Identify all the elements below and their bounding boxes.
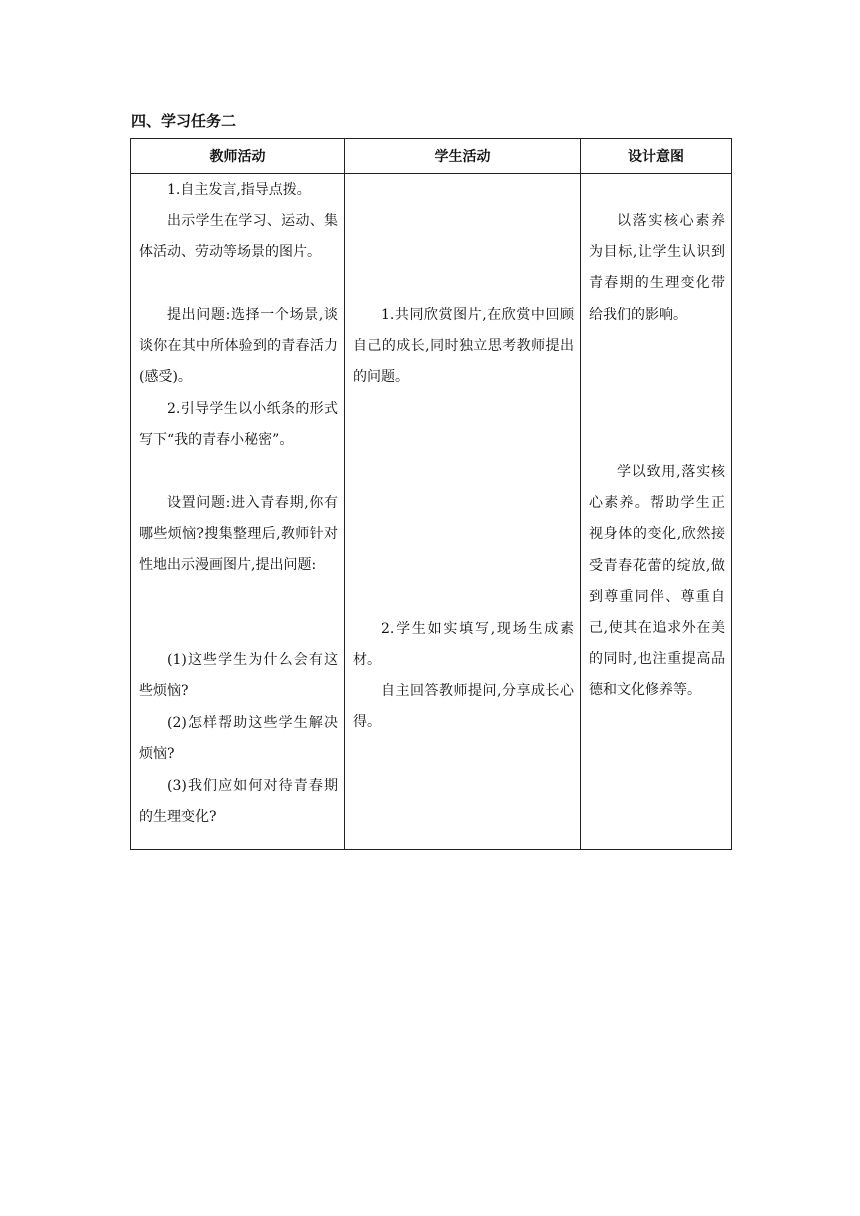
- header-design-intent: 设计意图: [581, 139, 732, 174]
- design-intent-2: 学以致用,落实核心素养。帮助学生正视身体的变化,欣然接受青春花蕾的绽放,做到尊重同伴、尊重自己,使其在追求外在美的同时,也注重提高品德和文化修养等。: [589, 464, 725, 699]
- table-row: [131, 174, 732, 850]
- section-title: 四、学习任务二: [131, 112, 237, 130]
- table-header-row: [131, 139, 732, 174]
- teacher-show-pictures: 出示学生在学习、运动、集体活动、劳动等场景的图片。: [139, 213, 338, 261]
- student-activity-2: 2.学生如实填写,现场生成素材。: [353, 621, 574, 669]
- header-student-activity: 学生活动: [345, 139, 581, 174]
- teacher-question-3: (3)我们应如何对待青春期的生理变化?: [139, 778, 338, 826]
- teacher-question-2: (2)怎样帮助这些学生解决烦恼?: [139, 715, 338, 763]
- teacher-activity-cell: [131, 174, 345, 850]
- teacher-step-1: 1.自主发言,指导点拨。: [167, 182, 311, 198]
- student-answer-share: 自主回答教师提问,分享成长心得。: [353, 683, 574, 731]
- teacher-question-1: (1)这些学生为什么会有这些烦恼?: [139, 652, 338, 700]
- student-activity-1: 1.共同欣赏图片,在欣赏中回顾自己的成长,同时独立思考教师提出的问题。: [353, 307, 574, 386]
- design-intent-1: 以落实核心素养为目标,让学生认识到青春期的生理变化带给我们的影响。: [589, 213, 725, 323]
- teacher-set-question: 设置问题:进入青春期,你有哪些烦恼?搜集整理后,教师针对性地出示漫画图片,提出问题:: [139, 495, 338, 574]
- teacher-step-2: 2.引导学生以小纸条的形式写下“我的青春小秘密”。: [139, 401, 338, 449]
- student-activity-cell: [345, 174, 581, 850]
- teacher-question-scene: 提出问题:选择一个场景,谈谈你在其中所体验到的青春活力(感受)。: [139, 307, 338, 386]
- design-intent-cell: [581, 174, 732, 850]
- learning-task-table: [130, 138, 732, 850]
- header-teacher-activity: 教师活动: [131, 139, 345, 174]
